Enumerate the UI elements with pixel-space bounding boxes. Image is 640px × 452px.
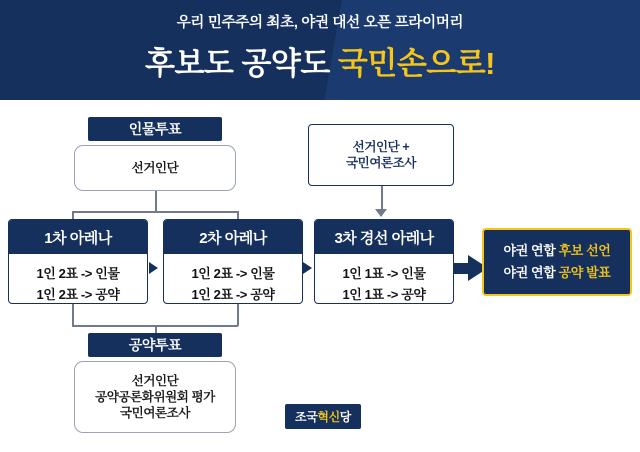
connector-arena1-down <box>72 303 74 326</box>
result-line-1-highlight: 후보 선언 <box>558 243 611 258</box>
result-line-2-plain: 야권 연합 <box>503 265 559 280</box>
arrow-arena1-to-arena2 <box>149 262 158 274</box>
connector-person-to-branch <box>155 190 157 212</box>
header-subtitle: 우리 민주주의 최초, 야권 대선 오픈 프라이머리 <box>176 15 464 31</box>
result-line-1-plain: 야권 연합 <box>503 243 559 258</box>
pledge-vote-line-1: 선거인단 <box>131 374 179 388</box>
header-title-part1: 후보도 공약도 <box>145 46 338 81</box>
arena-1-row-2: 1인 2표 -> 공약 <box>36 287 120 302</box>
arena-3-row-1: 1인 1표 -> 인물 <box>342 266 426 281</box>
arena-3-title: 3차 경선 아레나 <box>315 220 453 254</box>
pledge-vote-line-3: 국민여론조사 <box>119 406 191 420</box>
connector-branch-horizontal-top <box>72 211 238 213</box>
party-logo-part1: 조국 <box>295 410 318 424</box>
pledge-vote-title-text: 공약투표 <box>128 337 182 353</box>
person-vote-title-text: 인물투표 <box>128 121 182 137</box>
result-line-1 <box>504 240 611 262</box>
connector-third-source-arrow <box>375 209 387 217</box>
pledge-vote-detail <box>74 361 236 433</box>
party-logo-part3: 당 <box>339 410 351 424</box>
pledge-vote-line-2: 공약공론화위원회 평가 <box>95 390 215 404</box>
pledge-vote-title <box>88 333 222 357</box>
header-banner <box>0 0 640 100</box>
result-line-2-highlight: 공약 발표 <box>558 265 611 280</box>
result-box <box>482 228 632 296</box>
party-logo <box>285 404 361 429</box>
arena-3-body <box>315 254 453 304</box>
result-line-2 <box>504 262 611 284</box>
connector-arena2-down <box>237 303 239 326</box>
arena-2 <box>163 219 303 304</box>
arena-2-title: 2차 아레나 <box>164 220 302 254</box>
arena-1-row-1: 1인 2표 -> 인물 <box>36 266 120 281</box>
arrow-arena2-to-arena3 <box>303 262 312 274</box>
header-title <box>0 38 640 83</box>
connector-to-pledge-vote <box>155 325 157 333</box>
third-source-line-2: 국민여론조사 <box>345 156 417 170</box>
third-source-box <box>308 124 454 186</box>
arena-3 <box>314 219 454 304</box>
person-vote-title <box>88 117 222 141</box>
arena-1 <box>8 219 148 304</box>
arena-3-row-2: 1인 1표 -> 공약 <box>342 287 426 302</box>
party-logo-part2: 혁신 <box>317 410 340 424</box>
third-source-line-1: 선거인단 + <box>352 140 410 154</box>
arena-1-title: 1차 아레나 <box>9 220 147 254</box>
arena-2-body <box>164 254 302 304</box>
arena-2-row-1: 1인 2표 -> 인물 <box>191 266 275 281</box>
person-vote-detail <box>74 145 236 191</box>
person-vote-line-1: 선거인단 <box>131 161 179 175</box>
arena-1-body <box>9 254 147 304</box>
header-title-part2: 국민손으로! <box>337 46 495 81</box>
arena-2-row-2: 1인 2표 -> 공약 <box>191 287 275 302</box>
